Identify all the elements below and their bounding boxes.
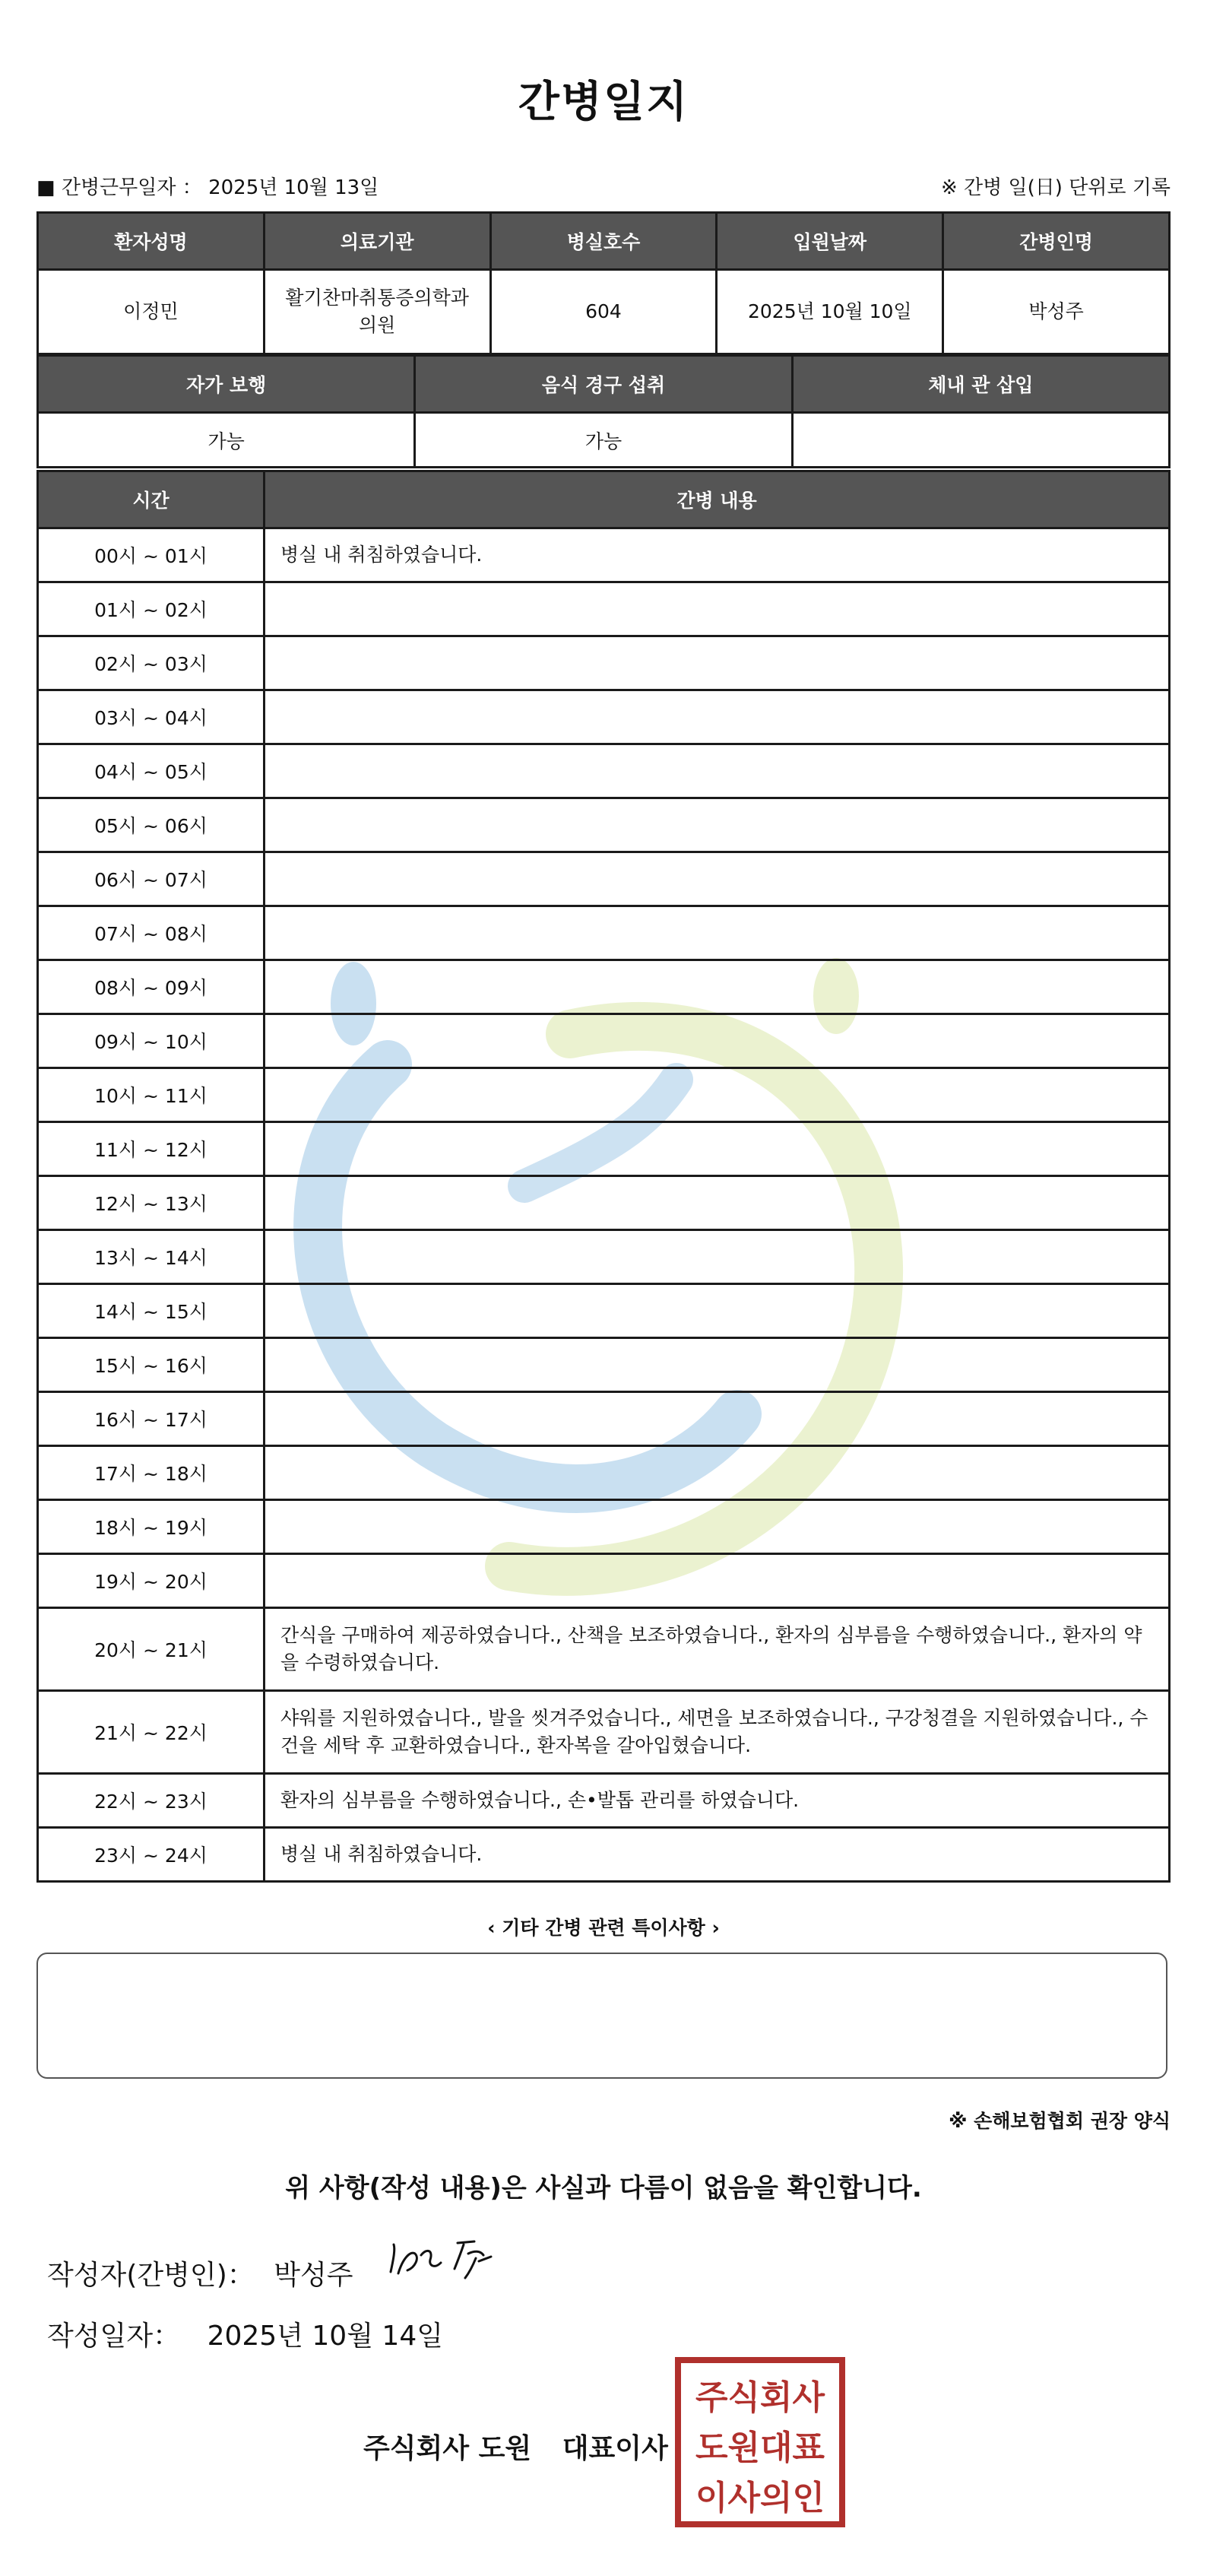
header-patient-name: 환자성명 [38,213,265,270]
time-slot: 18시 ~ 19시 [38,1500,265,1554]
care-content [265,744,1170,798]
care-log-row [38,1392,1170,1446]
time-slot: 00시 ~ 01시 [38,528,265,582]
care-content [265,1014,1170,1068]
time-slot: 04시 ~ 05시 [38,744,265,798]
care-content [265,1230,1170,1284]
work-date-label: ■ 간병근무일자 ： [36,176,202,199]
room-number: 604 [490,270,717,354]
admission-date: 2025년 10월 10일 [717,270,943,354]
care-log-table [36,470,1171,1883]
care-log-row [38,1338,1170,1392]
header-oral-intake: 음식 경구 섭취 [415,356,792,413]
care-content [265,1284,1170,1338]
time-slot: 11시 ~ 12시 [38,1122,265,1176]
confirm-statement: 위 사항(작성 내용)은 사실과 다름이 없음을 확인합니다. [285,2173,922,2203]
time-slot: 21시 ~ 22시 [38,1691,265,1774]
time-slot: 17시 ~ 18시 [38,1446,265,1500]
written-date-value: 2025년 10월 14일 [207,2321,444,2352]
care-log-row [38,1691,1170,1774]
care-content: 병실 내 취침하였습니다. [265,1828,1170,1882]
care-content [265,1446,1170,1500]
care-content [265,798,1170,852]
care-log-row [38,1774,1170,1828]
care-content [265,906,1170,960]
notes-title: ‹ 기타 간병 관련 특이사항 › [487,1917,720,1939]
patient-info-table [36,211,1171,355]
seal-line-1: 주식회사 [695,2378,825,2417]
company-name: 주식회사 도원 [363,2433,532,2464]
care-content [265,1122,1170,1176]
care-log-row [38,1176,1170,1230]
written-date-line [47,2314,461,2353]
care-content [265,1554,1170,1608]
care-log-row [38,1284,1170,1338]
care-content [265,1500,1170,1554]
caregiver-name: 박성주 [943,270,1170,354]
writer-label: 작성자(간병인)： [47,2260,255,2291]
seal-line-3: 이사의인 [695,2479,825,2517]
header-time: 시간 [38,471,265,528]
care-content [265,1392,1170,1446]
care-content [265,636,1170,690]
time-slot: 08시 ~ 09시 [38,960,265,1014]
time-slot: 10시 ~ 11시 [38,1068,265,1122]
time-slot: 20시 ~ 21시 [38,1608,265,1691]
care-content: 샤워를 지원하였습니다., 발을 씻겨주었습니다., 세면을 보조하였습니다., 구강청결을 지원하였습니다., 수건을 세탁 후 교환하였습니다., 환자복을 갈아입혔습니다. [265,1691,1170,1774]
time-slot: 09시 ~ 10시 [38,1014,265,1068]
time-slot: 06시 ~ 07시 [38,852,265,906]
care-content [265,1176,1170,1230]
care-content: 환자의 심부름을 수행하였습니다., 손•발톱 관리를 하였습니다. [265,1774,1170,1828]
care-log-row [38,744,1170,798]
handwritten-signature [385,2228,506,2289]
footnote: ※ 손해보험협회 권장 양식 [949,2110,1171,2132]
tube-insertion-value [792,413,1169,468]
header-tube-insertion: 체내 관 삽입 [792,356,1169,413]
company-seal [673,2356,847,2529]
care-content [265,690,1170,744]
care-log-row [38,636,1170,690]
time-slot: 23시 ~ 24시 [38,1828,265,1882]
oral-intake-value: 가능 [415,413,792,468]
time-slot: 15시 ~ 16시 [38,1338,265,1392]
time-slot: 02시 ~ 03시 [38,636,265,690]
notes-box [36,1953,1167,2079]
care-content [265,960,1170,1014]
company-line [363,2427,689,2466]
patient-name: 이정민 [38,270,265,354]
header-admission-date: 입원날짜 [717,213,943,270]
page-title: 간병일지 [518,78,689,127]
time-slot: 13시 ~ 14시 [38,1230,265,1284]
unit-note: ※ 간병 일(日) 단위로 기록 [940,176,1171,199]
care-log-row [38,690,1170,744]
care-log-row [38,1230,1170,1284]
header-care-content: 간병 내용 [265,471,1170,528]
header-self-walking: 자가 보행 [38,356,415,413]
care-log-row [38,528,1170,582]
writer-name: 박성주 [274,2260,353,2291]
time-slot: 16시 ~ 17시 [38,1392,265,1446]
care-log-row [38,1554,1170,1608]
care-content: 간식을 구매하여 제공하였습니다., 산책을 보조하였습니다., 환자의 심부름을 수행하였습니다., 환자의 약을 수령하였습니다. [265,1608,1170,1691]
care-content [265,582,1170,636]
care-log-row [38,906,1170,960]
care-log-row [38,960,1170,1014]
care-log-row [38,1122,1170,1176]
seal-line-2: 도원대표 [695,2428,825,2467]
header-room-number: 병실호수 [490,213,717,270]
patient-status-table [36,354,1171,468]
time-slot: 22시 ~ 23시 [38,1774,265,1828]
time-slot: 14시 ~ 15시 [38,1284,265,1338]
care-log-row [38,1014,1170,1068]
care-log-row [38,1068,1170,1122]
header-hospital: 의료기관 [264,213,490,270]
time-slot: 07시 ~ 08시 [38,906,265,960]
hospital-name-text: 활기찬마취통증의학과의원 [285,287,469,336]
written-date-label: 작성일자： [47,2321,181,2352]
header-caregiver-name: 간병인명 [943,213,1170,270]
time-slot: 19시 ~ 20시 [38,1554,265,1608]
care-log-row [38,852,1170,906]
care-content [265,1068,1170,1122]
time-slot: 05시 ~ 06시 [38,798,265,852]
care-log-row [38,1446,1170,1500]
time-slot: 03시 ~ 04시 [38,690,265,744]
care-log-row [38,1500,1170,1554]
company-title: 대표이사 [562,2433,668,2464]
care-log-row [38,798,1170,852]
time-slot: 12시 ~ 13시 [38,1176,265,1230]
writer-line [47,2254,364,2292]
care-log-row [38,1828,1170,1882]
work-date [36,172,379,200]
work-date-value: 2025년 10월 13일 [208,176,379,199]
care-log-row [38,582,1170,636]
care-content [265,1338,1170,1392]
hospital-name [264,270,490,354]
care-content: 병실 내 취침하였습니다. [265,528,1170,582]
care-content [265,852,1170,906]
time-slot: 01시 ~ 02시 [38,582,265,636]
care-log-row [38,1608,1170,1691]
self-walking-value: 가능 [38,413,415,468]
